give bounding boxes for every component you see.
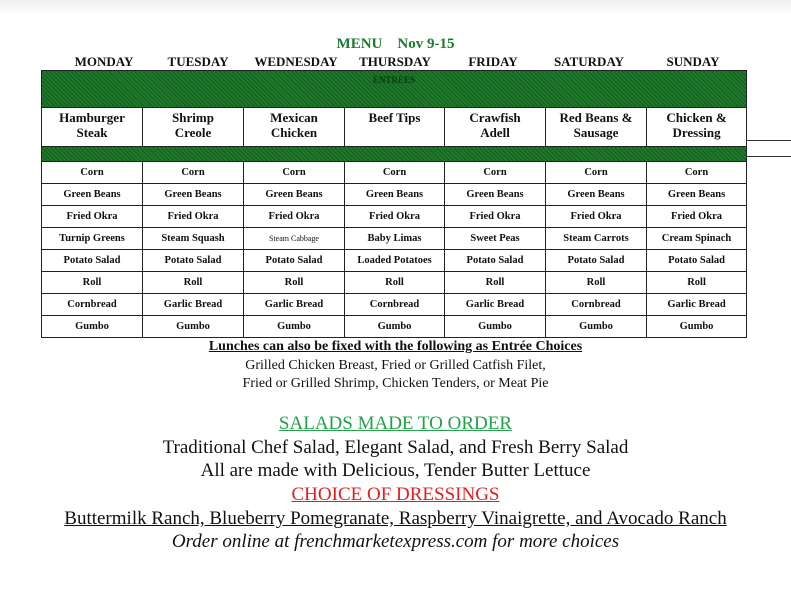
side-cell: Gumbo <box>345 316 445 338</box>
day-tuesday: TUESDAY <box>167 54 229 69</box>
lunch-choices-line-2: Fried or Grilled Shrimp, Chicken Tenders, or Meat Pie <box>242 376 549 391</box>
menu-table <box>41 70 747 338</box>
side-cell: Loaded Potatoes <box>345 250 445 272</box>
day-wednesday: WEDNESDAY <box>254 54 338 69</box>
side-cell: Cornbread <box>345 294 445 316</box>
side-cell: Fried Okra <box>143 206 244 228</box>
side-cell: Gumbo <box>244 316 345 338</box>
entree-thursday: Beef Tips <box>345 108 445 147</box>
side-cell: Corn <box>345 162 445 184</box>
sides-band-row <box>42 147 747 162</box>
side-cell: Roll <box>143 272 244 294</box>
side-cell: Garlic Bread <box>244 294 345 316</box>
side-cell: Baby Limas <box>345 228 445 250</box>
entree-wednesday: Mexican Chicken <box>244 108 345 147</box>
entrees-band-row <box>42 71 747 108</box>
side-cell: Roll <box>244 272 345 294</box>
side-cell: Gumbo <box>445 316 546 338</box>
side-cell: Corn <box>445 162 546 184</box>
side-cell: Fried Okra <box>345 206 445 228</box>
day-monday: MONDAY <box>74 54 134 69</box>
sides-band <box>42 147 747 162</box>
side-cell: Potato Salad <box>143 250 244 272</box>
sides-body <box>42 162 747 338</box>
dressings-heading: CHOICE OF DRESSINGS <box>291 484 500 505</box>
day-header-row <box>0 54 791 70</box>
side-cell: Cornbread <box>546 294 647 316</box>
side-cell: Steam Carrots <box>546 228 647 250</box>
entree-row <box>42 108 747 147</box>
side-row <box>42 250 747 272</box>
side-row <box>42 294 747 316</box>
side-row <box>42 316 747 338</box>
side-cell: Garlic Bread <box>647 294 747 316</box>
side-cell: Corn <box>546 162 647 184</box>
side-cell: Corn <box>244 162 345 184</box>
side-cell: Potato Salad <box>244 250 345 272</box>
lunch-choices-line-1: Grilled Chicken Breast, Fried or Grilled Catfish Filet, <box>245 358 546 373</box>
entree-friday: Crawfish Adell <box>445 108 546 147</box>
side-cell: Sweet Peas <box>445 228 546 250</box>
menu-title: MENU Nov 9-15 <box>336 36 455 52</box>
side-cell: Potato Salad <box>647 250 747 272</box>
side-cell: Gumbo <box>546 316 647 338</box>
side-cell: Gumbo <box>647 316 747 338</box>
side-cell: Cream Spinach <box>647 228 747 250</box>
side-cell: Steam Squash <box>143 228 244 250</box>
side-cell: Green Beans <box>143 184 244 206</box>
side-cell: Turnip Greens <box>42 228 143 250</box>
side-cell: Corn <box>42 162 143 184</box>
divider-line <box>746 156 791 157</box>
side-row <box>42 228 747 250</box>
side-cell: Potato Salad <box>546 250 647 272</box>
side-cell: Fried Okra <box>244 206 345 228</box>
entree-sunday: Chicken & Dressing <box>647 108 747 147</box>
day-sunday: SUNDAY <box>666 54 720 69</box>
side-cell: Roll <box>445 272 546 294</box>
side-cell: Fried Okra <box>445 206 546 228</box>
side-cell: Potato Salad <box>42 250 143 272</box>
side-cell: Fried Okra <box>647 206 747 228</box>
side-cell: Roll <box>42 272 143 294</box>
entrees-label: ENTREES <box>373 75 416 85</box>
entree-tuesday: Shrimp Creole <box>143 108 244 147</box>
side-cell: Gumbo <box>42 316 143 338</box>
day-thursday: THURSDAY <box>359 54 431 69</box>
side-cell: Roll <box>345 272 445 294</box>
dressings-list: Buttermilk Ranch, Blueberry Pomegranate, Raspberry Vinaigrette, and Avocado Ranch <box>64 508 727 529</box>
day-saturday: SATURDAY <box>553 54 625 69</box>
entrees-band <box>42 71 747 108</box>
side-row <box>42 206 747 228</box>
side-cell: Steam Cabbage <box>244 228 345 250</box>
entree-monday: Hamburger Steak <box>42 108 143 147</box>
day-friday: FRIDAY <box>468 54 518 69</box>
side-cell: Roll <box>546 272 647 294</box>
side-row <box>42 162 747 184</box>
side-cell: Fried Okra <box>546 206 647 228</box>
side-cell: Roll <box>647 272 747 294</box>
salads-line-1: Traditional Chef Salad, Elegant Salad, and Fresh Berry Salad <box>162 437 629 458</box>
side-row <box>42 184 747 206</box>
side-cell: Green Beans <box>445 184 546 206</box>
order-online-text: Order online at frenchmarketexpress.com for more choices <box>171 531 620 552</box>
side-cell: Potato Salad <box>445 250 546 272</box>
side-cell: Green Beans <box>244 184 345 206</box>
side-cell: Green Beans <box>345 184 445 206</box>
side-cell: Green Beans <box>546 184 647 206</box>
salads-heading: SALADS MADE TO ORDER <box>278 413 513 434</box>
salads-line-2: All are made with Delicious, Tender Butter Lettuce <box>200 460 591 481</box>
side-cell: Fried Okra <box>42 206 143 228</box>
side-cell: Green Beans <box>42 184 143 206</box>
side-cell: Corn <box>647 162 747 184</box>
entree-saturday: Red Beans & Sausage <box>546 108 647 147</box>
side-cell: Garlic Bread <box>445 294 546 316</box>
top-shadow-bar <box>0 0 791 14</box>
divider-line <box>746 140 791 141</box>
side-row <box>42 272 747 294</box>
side-cell: Garlic Bread <box>143 294 244 316</box>
side-cell: Cornbread <box>42 294 143 316</box>
side-cell: Corn <box>143 162 244 184</box>
side-cell: Green Beans <box>647 184 747 206</box>
lunch-heading: Lunches can also be fixed with the following as Entrée Choices <box>208 339 583 354</box>
side-cell: Gumbo <box>143 316 244 338</box>
